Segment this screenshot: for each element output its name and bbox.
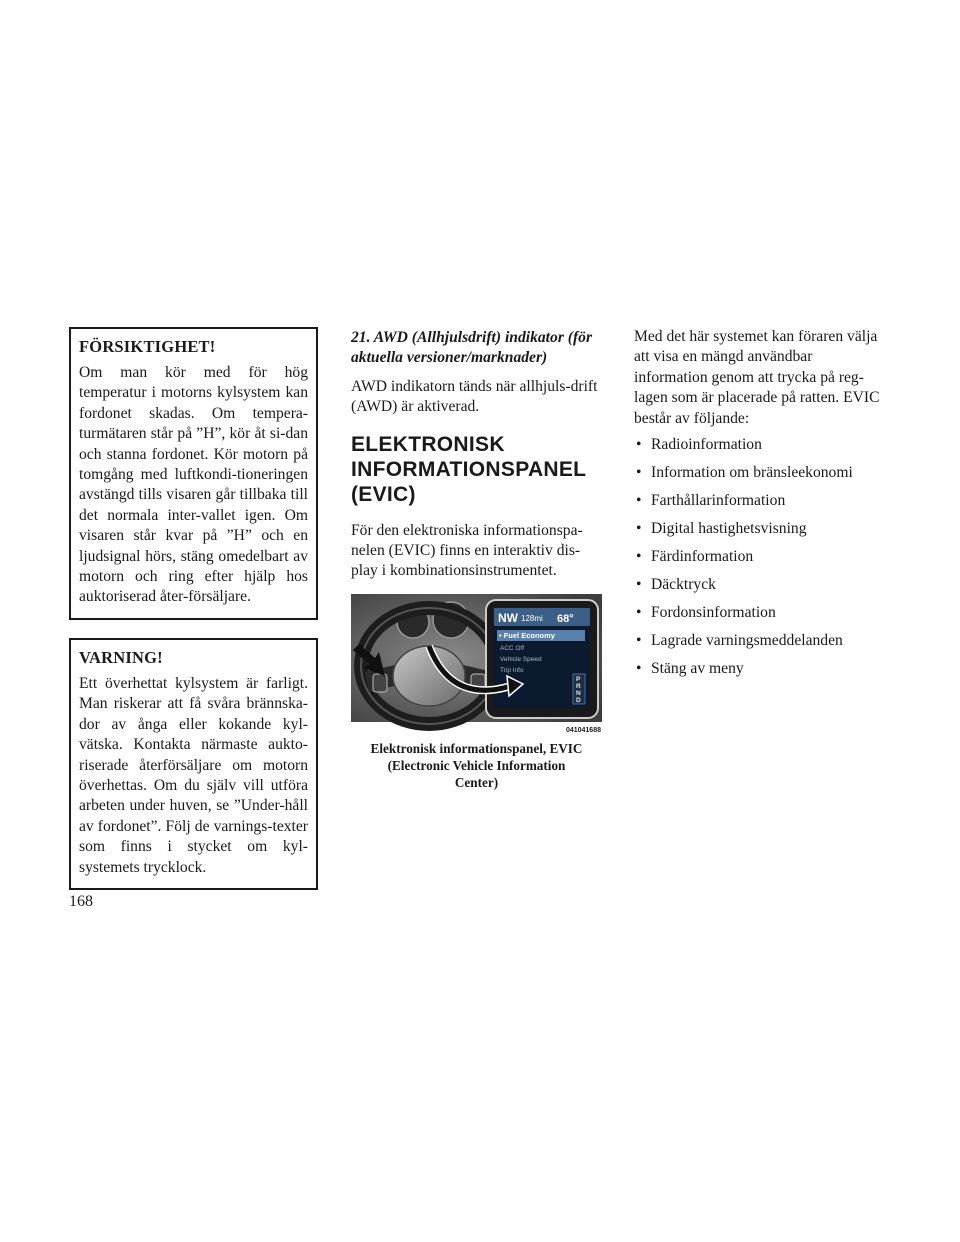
left-column <box>69 327 318 890</box>
awd-heading: 21. AWD (Allhjulsdrift) indikator (för aktuella versioner/marknader) <box>351 329 593 367</box>
caption-line: (Electronic Vehicle Information <box>387 757 566 773</box>
gear-letter: P <box>576 675 581 683</box>
bullet-icon: • <box>636 632 642 650</box>
middle-column <box>351 327 602 791</box>
display-menu-item: • Fuel Economy <box>499 630 555 640</box>
list-item <box>634 659 888 679</box>
gear-letter: N <box>576 689 581 697</box>
display-heading: NW <box>498 610 518 625</box>
gear-letter: R <box>576 682 581 690</box>
evic-heading-line: ELEKTRONISK <box>351 432 505 456</box>
warning-title: VARNING! <box>79 647 163 667</box>
display-menu-item: ACC Off <box>500 644 525 652</box>
list-item <box>634 491 888 511</box>
evic-figure <box>351 594 602 736</box>
display-temp: 68° <box>557 612 574 625</box>
caution-body: Om man kör med för hög temperatur i motorns kylsystem kan fordonet skadas. Om tempera-turmätaren står på ”H”, kör åt si-dan och stanna fordonet. Kör motorn på tomgång med luftkondi-tioneringen avstängd tills visaren går tillbaka till det normala inter-vallet igen. Om visaren står kvar på ”H” och en ljudsignal hörs, stäng omedelbart av motorn och ring efter hjälp hos auktoriserad åter-försäljare. <box>79 364 308 606</box>
list-item-label: Radioinformation <box>651 436 762 454</box>
bullet-icon: • <box>636 604 642 622</box>
list-item <box>634 435 888 455</box>
bullet-icon: • <box>636 660 642 678</box>
right-column <box>634 327 888 687</box>
bullet-icon: • <box>636 492 642 510</box>
list-item <box>634 631 888 651</box>
list-item-label: Däcktryck <box>651 576 716 594</box>
bullet-icon: • <box>636 576 642 594</box>
warning-box <box>69 638 318 890</box>
awd-text: AWD indikatorn tänds när allhjuls-drift (AWD) är aktiverad. <box>351 377 598 416</box>
bullet-icon: • <box>636 436 642 454</box>
list-item <box>634 547 888 567</box>
list-item-label: Färdinformation <box>651 548 754 566</box>
evic-intro: För den elektroniska informationspa-nelen (EVIC) finns en interaktiv dis-play i kombinationsinstrumentet. <box>351 521 583 580</box>
bullet-icon: • <box>636 548 642 566</box>
figure-caption <box>351 740 602 791</box>
display-range: 128mi <box>521 613 543 623</box>
list-item <box>634 519 888 539</box>
list-item <box>634 575 888 595</box>
list-item-label: Fordonsinformation <box>651 604 776 622</box>
caution-box <box>69 327 318 620</box>
gear-letter: D <box>576 696 581 704</box>
display-menu-item: Trip Info <box>500 666 524 674</box>
list-item-label: Stäng av meny <box>651 660 744 678</box>
list-item-label: Lagrade varningsmeddelanden <box>651 632 843 650</box>
figure-code: 041041688 <box>565 726 601 734</box>
bullet-icon: • <box>636 464 642 482</box>
caption-line: Elektronisk informationspanel, EVIC <box>370 740 583 756</box>
evic-feature-list <box>634 435 888 679</box>
caption-line: Center) <box>454 774 499 790</box>
list-item-label: Information om bränsleekonomi <box>651 464 853 482</box>
list-item <box>634 603 888 623</box>
caution-title: FÖRSIKTIGHET! <box>79 337 216 356</box>
evic-heading-line: INFORMATIONSPANEL <box>351 457 587 481</box>
page-number: 168 <box>69 893 93 910</box>
evic-heading-line: (EVIC) <box>351 482 416 506</box>
warning-body: Ett överhettat kylsystem är farligt. Man riskerar att få svåra brännska-dor av ånga eller kokande kyl-vätska. Kontakta närmaste aukto-riserade återförsäljare om motorn överhettas. Om du själv vill utföra arbeten under huven, se ”Under-håll av fordonet”. Följ de varnings-texter som finns i stycket om kyl-systemets trycklock. <box>79 674 308 876</box>
display-menu-item: Vehicle Speed <box>500 655 542 663</box>
evic-section-heading <box>351 432 602 507</box>
bullet-icon: • <box>636 520 642 538</box>
left-wheel-buttons <box>373 674 387 692</box>
list-item-label: Farthållarinformation <box>651 492 786 510</box>
list-item-label: Digital hastighetsvisning <box>651 520 807 538</box>
evic-system-text: Med det här systemet kan föraren välja att visa en mängd användbar information genom att trycka på reg-lagen som är placerade på ratten. EVIC består av följande: <box>634 328 880 427</box>
list-item <box>634 463 888 483</box>
steering-wheel-photo <box>351 594 602 736</box>
